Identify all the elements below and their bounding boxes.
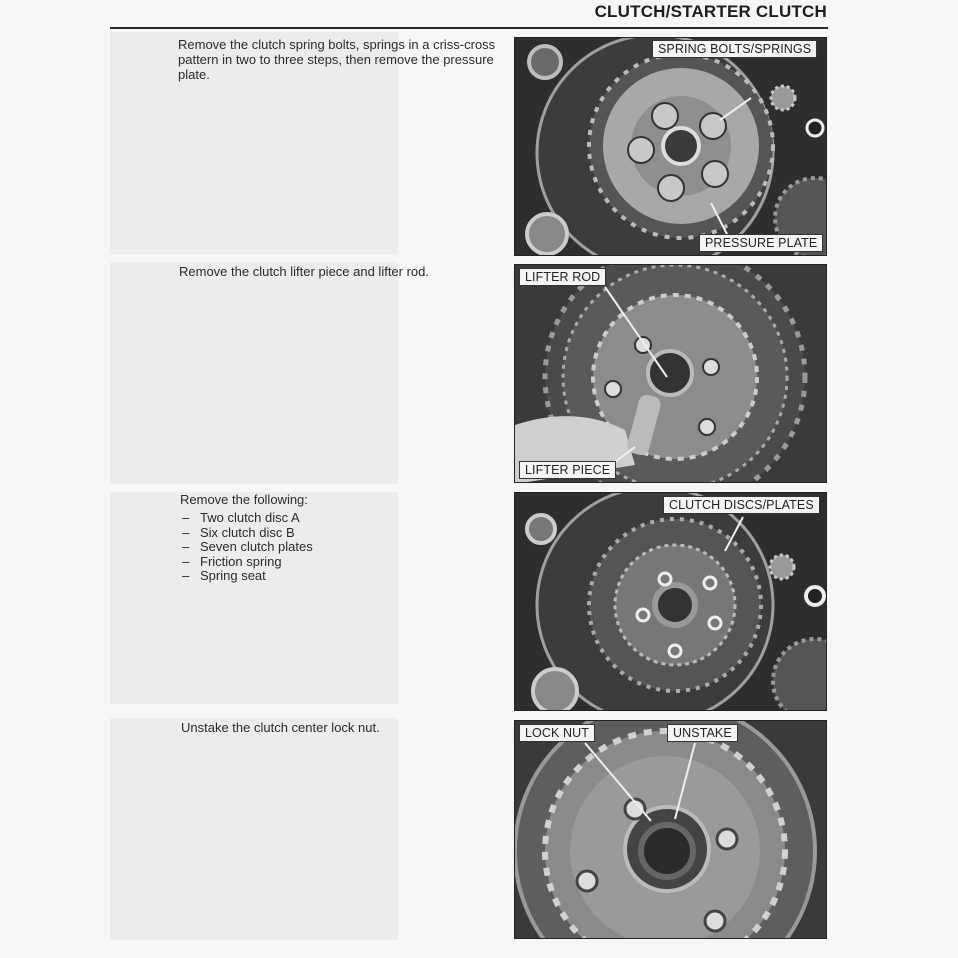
callout-lock-nut: LOCK NUT bbox=[519, 724, 595, 742]
callout-clutch-discs-plates: CLUTCH DISCS/PLATES bbox=[663, 496, 820, 514]
clutch-lifter-photo-icon bbox=[515, 265, 827, 483]
removal-list bbox=[180, 511, 510, 584]
callout-pressure-plate: PRESSURE PLATE bbox=[699, 234, 823, 252]
list-item: – Spring seat bbox=[182, 568, 266, 584]
clutch-lock-nut-photo-icon bbox=[515, 721, 827, 939]
bleed-through-area bbox=[110, 262, 398, 484]
callout-lifter-piece: LIFTER PIECE bbox=[519, 461, 616, 479]
clutch-discs-plates-photo-icon bbox=[515, 493, 827, 711]
list-item: – Two clutch disc A bbox=[182, 510, 300, 525]
step-1-photo bbox=[514, 37, 827, 256]
bleed-through-area bbox=[110, 718, 398, 940]
step-2-photo bbox=[514, 264, 827, 483]
step-3-photo bbox=[514, 492, 827, 711]
header-rule bbox=[110, 27, 828, 29]
step-4-text: Unstake the clutch center lock nut. bbox=[181, 720, 380, 735]
list-item: – Friction spring bbox=[182, 553, 282, 569]
list-item: – Six clutch disc B bbox=[182, 524, 295, 540]
clutch-pressure-plate-photo-icon bbox=[515, 38, 827, 256]
step-3-intro: Remove the following: bbox=[180, 492, 308, 507]
step-4-photo bbox=[514, 720, 827, 939]
callout-unstake: UNSTAKE bbox=[667, 724, 738, 742]
step-1-text: Remove the clutch spring bolts, springs in a criss-cross pattern in two to three steps, then remove the pressure plate. bbox=[178, 37, 496, 82]
callout-lifter-rod: LIFTER ROD bbox=[519, 268, 606, 286]
step-3-text bbox=[180, 492, 510, 584]
step-2-text: Remove the clutch lifter piece and lifter rod. bbox=[179, 264, 430, 279]
list-item: – Seven clutch plates bbox=[182, 539, 313, 555]
callout-spring-bolts-springs: SPRING BOLTS/SPRINGS bbox=[652, 40, 817, 58]
section-title: CLUTCH/STARTER CLUTCH bbox=[594, 2, 827, 21]
